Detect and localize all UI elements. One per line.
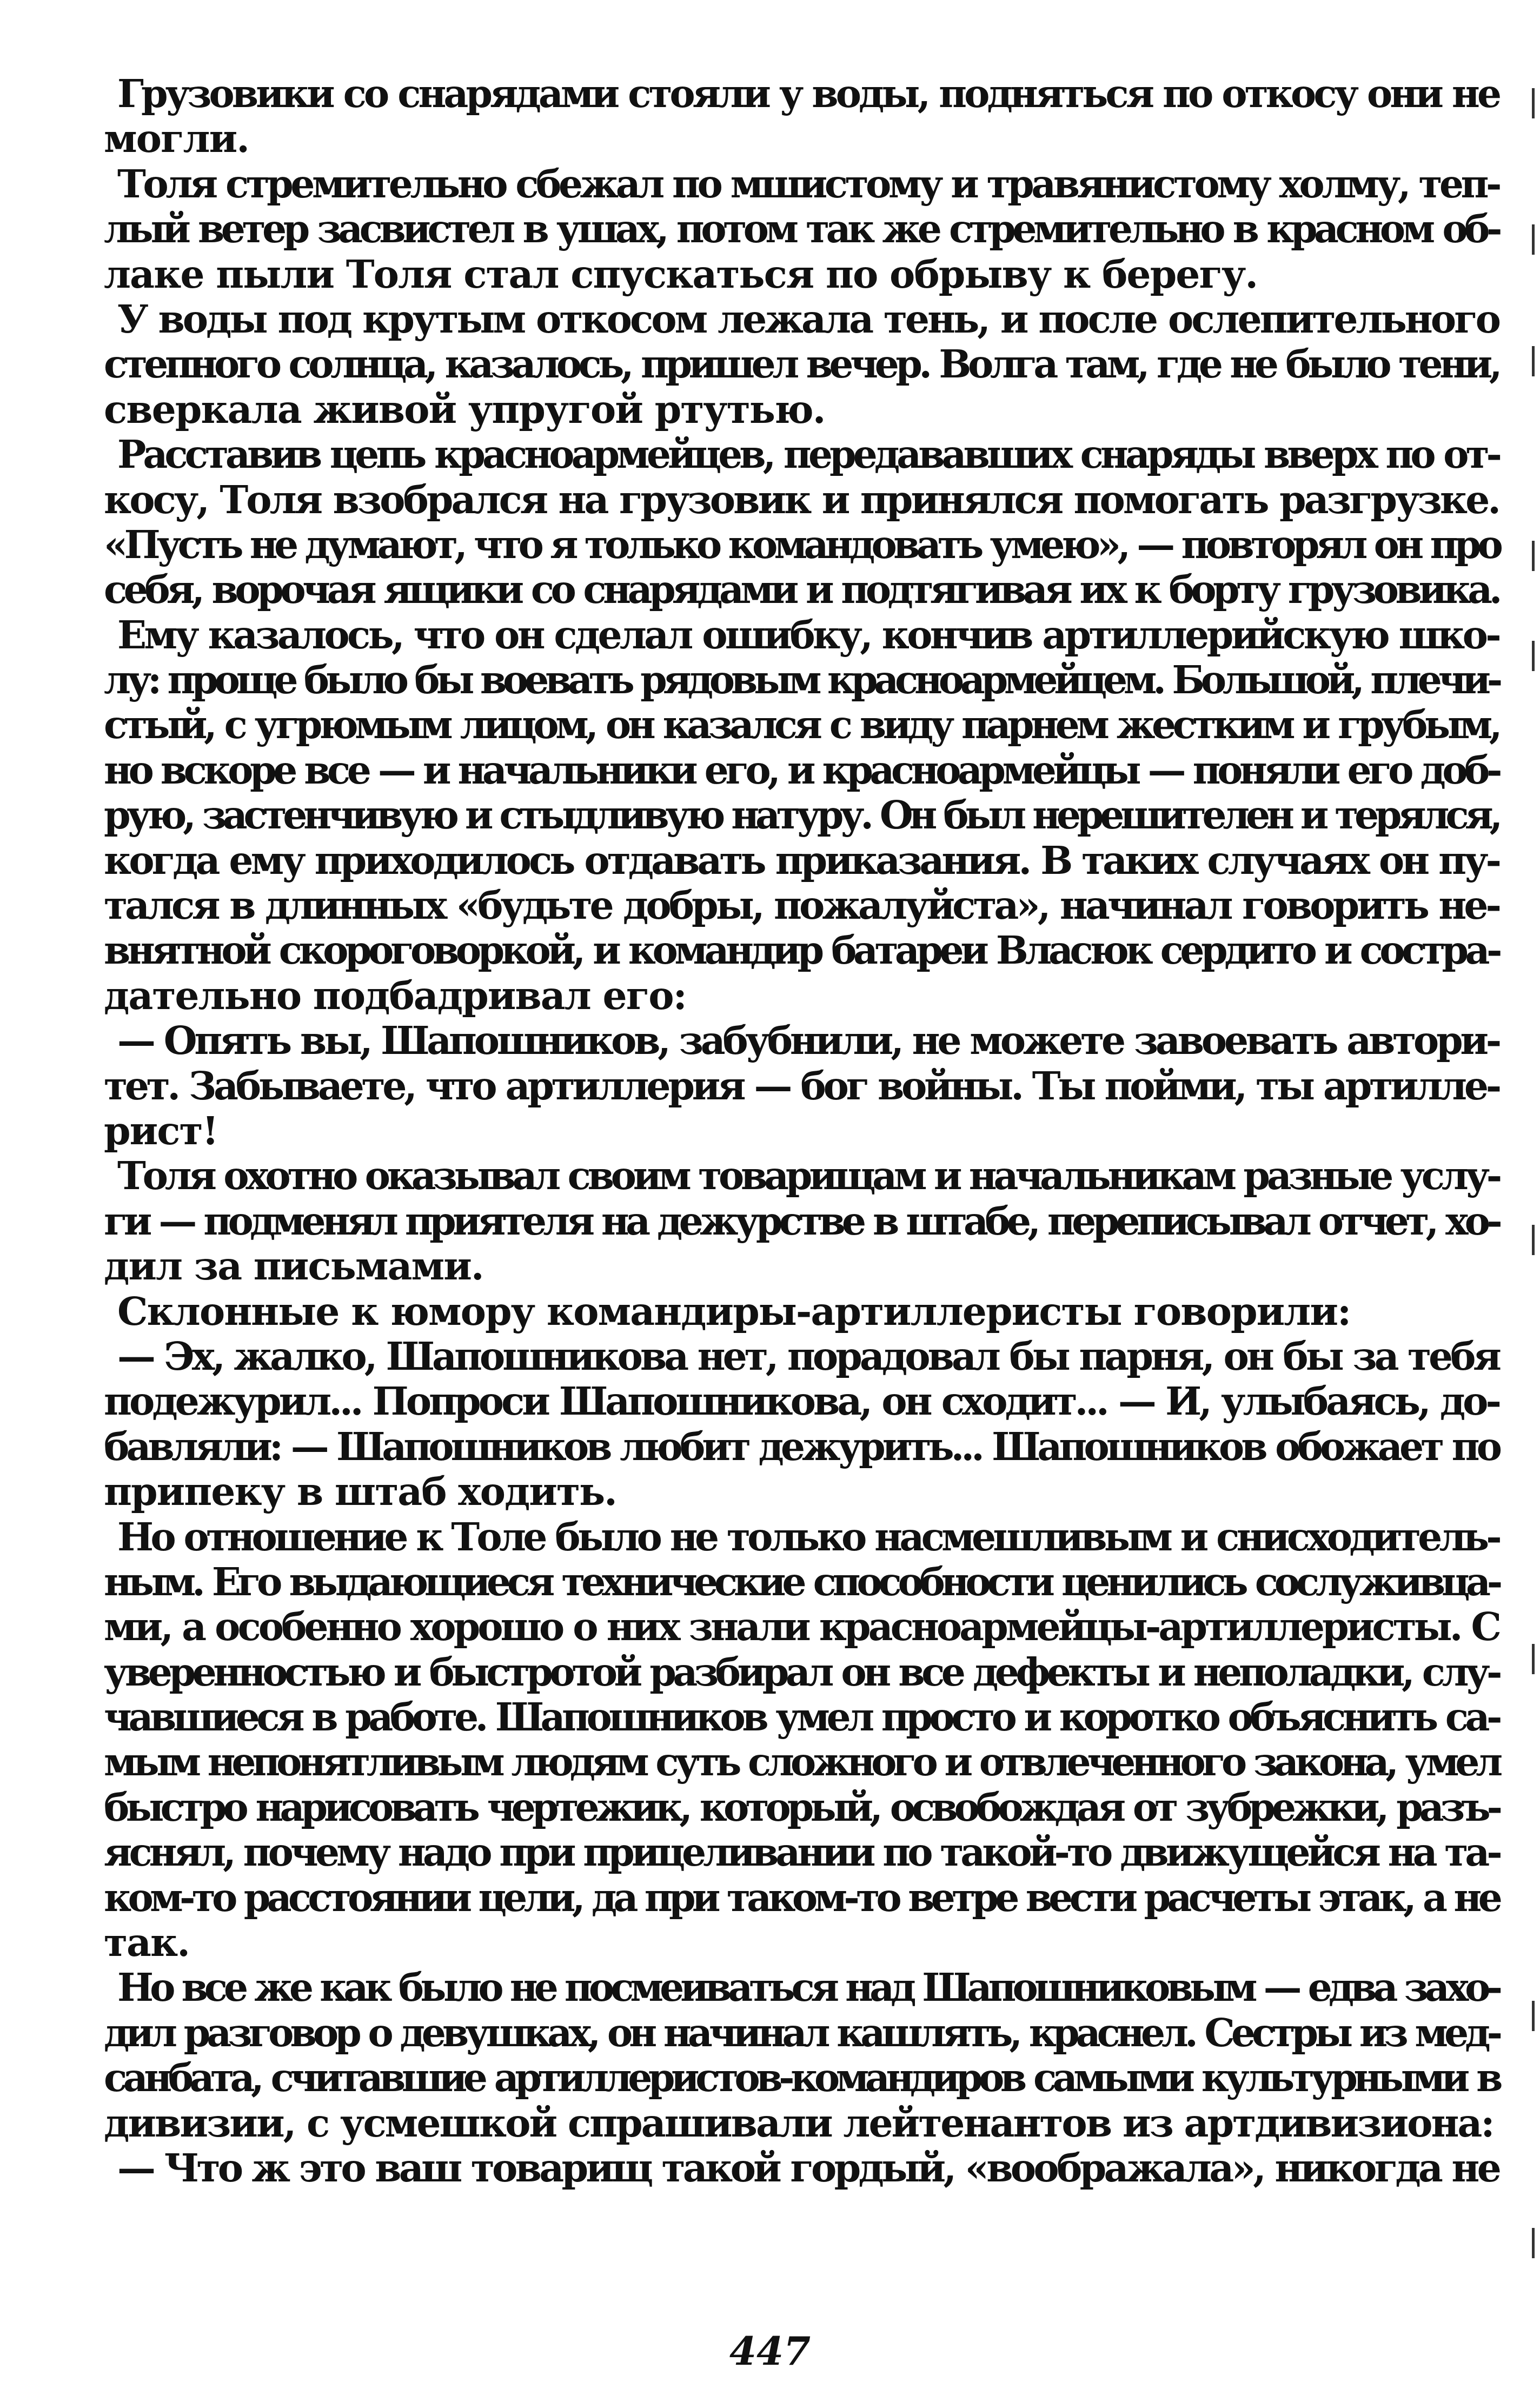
text-line: бавляли: — Шапошников любит дежурить... Шапошников обожает по	[104, 1423, 1499, 1469]
page-edge-mark	[1532, 1225, 1535, 1255]
page-edge-mark	[1532, 224, 1535, 255]
text-line: ком-то расстоянии цели, да при таком-то ветре вести расчеты этак, а не	[104, 1874, 1499, 1920]
body-text	[104, 71, 1499, 2191]
page-edge-mark	[1532, 2228, 1535, 2258]
text-line: лый ветер засвистел в ушах, потом так же стремительно в красном об-	[104, 206, 1499, 252]
text-line: уверенностью и быстротой разбирал он все дефекты и неполадки, слу-	[104, 1649, 1499, 1695]
text-line: — Опять вы, Шапошников, забубнили, не можете завоевать автори-	[117, 1018, 1499, 1064]
page-edge-mark	[1532, 346, 1535, 376]
text-line: мым непонятливым людям суть сложного и отвлеченного закона, умел	[104, 1739, 1499, 1785]
text-line: лаке пыли Толя стал спускаться по обрыву к берегу.	[104, 251, 1258, 297]
text-line: но вскоре все — и начальники его, и красноармейцы — поняли его доб-	[104, 747, 1499, 793]
text-line: дательно подбадривал его:	[104, 972, 686, 1018]
text-line: ным. Его выдающиеся технические способности ценились сослуживца-	[104, 1558, 1499, 1604]
text-line: рист!	[104, 1107, 218, 1153]
page-edge-mark	[1532, 1644, 1535, 1674]
text-line: санбата, считавшие артиллеристов-командиров самыми культурными в	[104, 2055, 1499, 2101]
text-line: подежурил... Попроси Шапошникова, он сходит... — И, улыбаясь, до-	[104, 1378, 1499, 1424]
text-line: Склонные к юмору командиры-артиллеристы говорили:	[117, 1288, 1351, 1334]
text-line: — Эх, жалко, Шапошникова нет, порадовал бы парня, он бы за тебя	[117, 1333, 1499, 1379]
text-line: У воды под крутым откосом лежала тень, и после ослепительного	[117, 296, 1499, 342]
text-line: косу, Толя взобрался на грузовик и принялся помогать разгрузке.	[104, 476, 1499, 522]
text-line: припеку в штаб ходить.	[104, 1469, 616, 1515]
text-line: Ему казалось, что он сделал ошибку, кончив артиллерийскую шко-	[117, 612, 1499, 658]
text-line: Расставив цепь красноармейцев, передававших снаряды вверх по от-	[117, 432, 1499, 477]
text-line: Толя стремительно сбежал по мшистому и травянистому холму, теп-	[117, 161, 1499, 207]
text-line: стый, с угрюмым лицом, он казался с виду парнем жестким и грубым,	[104, 702, 1499, 748]
text-line: Толя охотно оказывал своим товарищам и начальникам разные услу-	[117, 1153, 1499, 1199]
text-line: так.	[104, 1920, 189, 1966]
text-line: ми, а особенно хорошо о них знали красноармейцы-артиллеристы. С	[104, 1604, 1499, 1650]
text-line: Грузовики со снарядами стояли у воды, подняться по откосу они не	[117, 71, 1499, 116]
text-line: могли.	[104, 116, 249, 162]
text-line: «Пусть не думают, что я только командовать умею», — повторял он про	[104, 521, 1500, 567]
text-line: когда ему приходилось отдавать приказания. В таких случаях он пу-	[104, 837, 1499, 883]
text-line: дивизии, с усмешкой спрашивали лейтенантов из артдивизиона:	[104, 2100, 1493, 2146]
text-line: чавшиеся в работе. Шапошников умел просто и коротко объяснить са-	[104, 1694, 1499, 1740]
text-line: степного солнца, казалось, пришел вечер. Волга там, где не было тени,	[104, 341, 1499, 387]
text-line: Но все же как было не посмеиваться над Шапошниковым — едва захо-	[117, 1965, 1499, 2011]
page-edge-mark	[1532, 88, 1535, 118]
text-line: дил за письмами.	[104, 1243, 483, 1289]
text-line: себя, ворочая ящики со снарядами и подтягивая их к борту грузовика.	[104, 567, 1499, 613]
text-line: ги — подменял приятеля на дежурстве в штабе, переписывал отчет, хо-	[104, 1198, 1499, 1244]
text-line: — Что ж это ваш товарищ такой гордый, «воображала», никогда не	[117, 2145, 1499, 2191]
page-edge-mark	[1532, 641, 1535, 671]
text-line: быстро нарисовать чертежик, который, освобождая от зубрежки, разъ-	[104, 1784, 1499, 1830]
text-line: Но отношение к Толе было не только насмешливым и снисходитель-	[117, 1514, 1499, 1560]
text-line: тет. Забываете, что артиллерия — бог войны. Ты пойми, ты артилле-	[104, 1063, 1499, 1109]
page-edge-mark	[1532, 541, 1535, 571]
text-line: дил разговор о девушках, он начинал кашлять, краснел. Сестры из мед-	[104, 2009, 1499, 2055]
page-number: 447	[729, 2328, 811, 2374]
text-line: сверкала живой упругой ртутью.	[104, 386, 825, 432]
page-edge-mark	[1532, 2001, 1535, 2031]
text-line: яснял, почему надо при прицеливании по такой-то движущейся на та-	[104, 1829, 1499, 1875]
text-line: тался в длинных «будьте добры, пожалуйста», начинал говорить не-	[104, 883, 1499, 928]
text-line: рую, застенчивую и стыдливую натуру. Он был нерешителен и терялся,	[104, 792, 1499, 838]
text-line: внятной скороговоркой, и командир батареи Власюк сердито и состра-	[104, 927, 1499, 973]
text-line: лу: проще было бы воевать рядовым красноармейцем. Большой, плечи-	[104, 657, 1499, 703]
